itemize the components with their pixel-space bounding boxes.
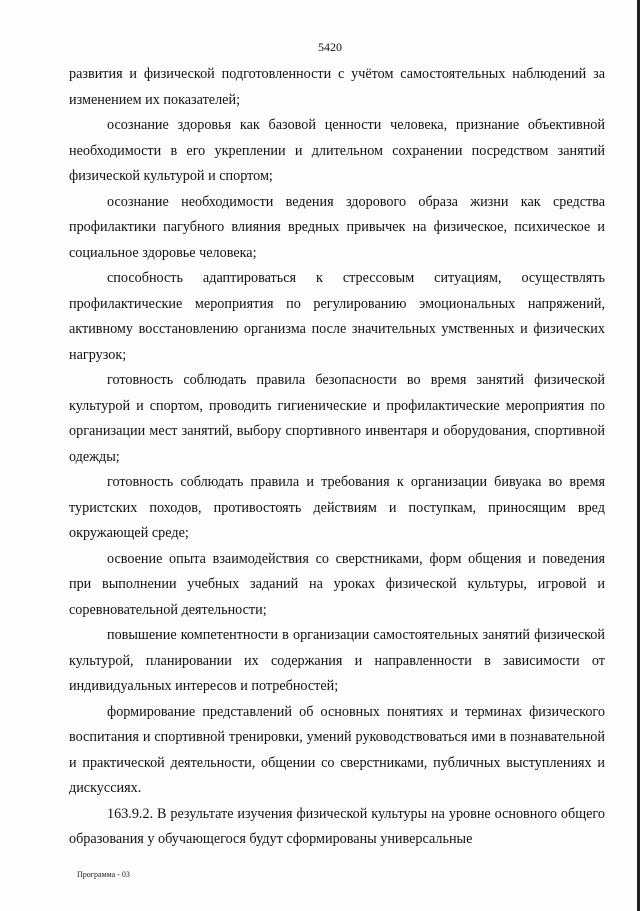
paragraph-6: готовность соблюдать правила и требования к организации бивуака во время туристских походов, противостоять действиям и поступкам, приносящим вред окружающей среде; <box>69 474 605 541</box>
body-text <box>69 62 605 853</box>
paragraph-8: повышение компетентности в организации самостоятельных занятий физической культурой, планировании их содержания и направленности в зависимости от индивидуальных интересов и потребностей; <box>69 627 605 694</box>
paragraph-1: развития и физической подготовленности с учётом самостоятельных наблюдений за изменением их показателей; <box>69 66 605 108</box>
paragraph-7: освоение опыта взаимодействия со сверстниками, форм общения и поведения при выполнении учебных заданий на уроках физической культуры, игровой и соревновательной деятельности; <box>69 550 605 618</box>
paragraph-9: формирование представлений об основных понятиях и терминах физического воспитания и спортивной тренировки, умений руководствоваться ими в познавательной и практической деятельности, общении со сверстниками, публичных выступлениях и дискуссиях. <box>69 703 605 796</box>
paragraph-4: способность адаптироваться к стрессовым ситуациям, осуществлять профилактические мероприятия по регулированию эмоциональных напряжений, активному восстановлению организма после значительных умственных и физических нагрузок; <box>69 270 605 363</box>
paragraph-2: осознание здоровья как базовой ценности человека, признание объективной необходимости в его укреплении и длительном сохранении посредством занятий физической культурой и спортом; <box>69 117 605 184</box>
page-number: 5420 <box>318 40 342 54</box>
paragraph-3: осознание необходимости ведения здорового образа жизни как средства профилактики пагубного влияния вредных привычек на физическое, психическое и социальное здоровье человека; <box>69 193 605 261</box>
paragraph-5: готовность соблюдать правила безопасности во время занятий физической культурой и спортом, проводить гигиенические и профилактические мероприятия по организации мест занятий, выбору спортивного инвентаря и оборудования, спортивной одежды; <box>69 372 605 465</box>
footer-label: Программа - 03 <box>77 870 130 879</box>
paragraph-10: 163.9.2. В результате изучения физической культуры на уровне основного общего образования у обучающегося будут сформированы универсальные <box>69 805 605 847</box>
